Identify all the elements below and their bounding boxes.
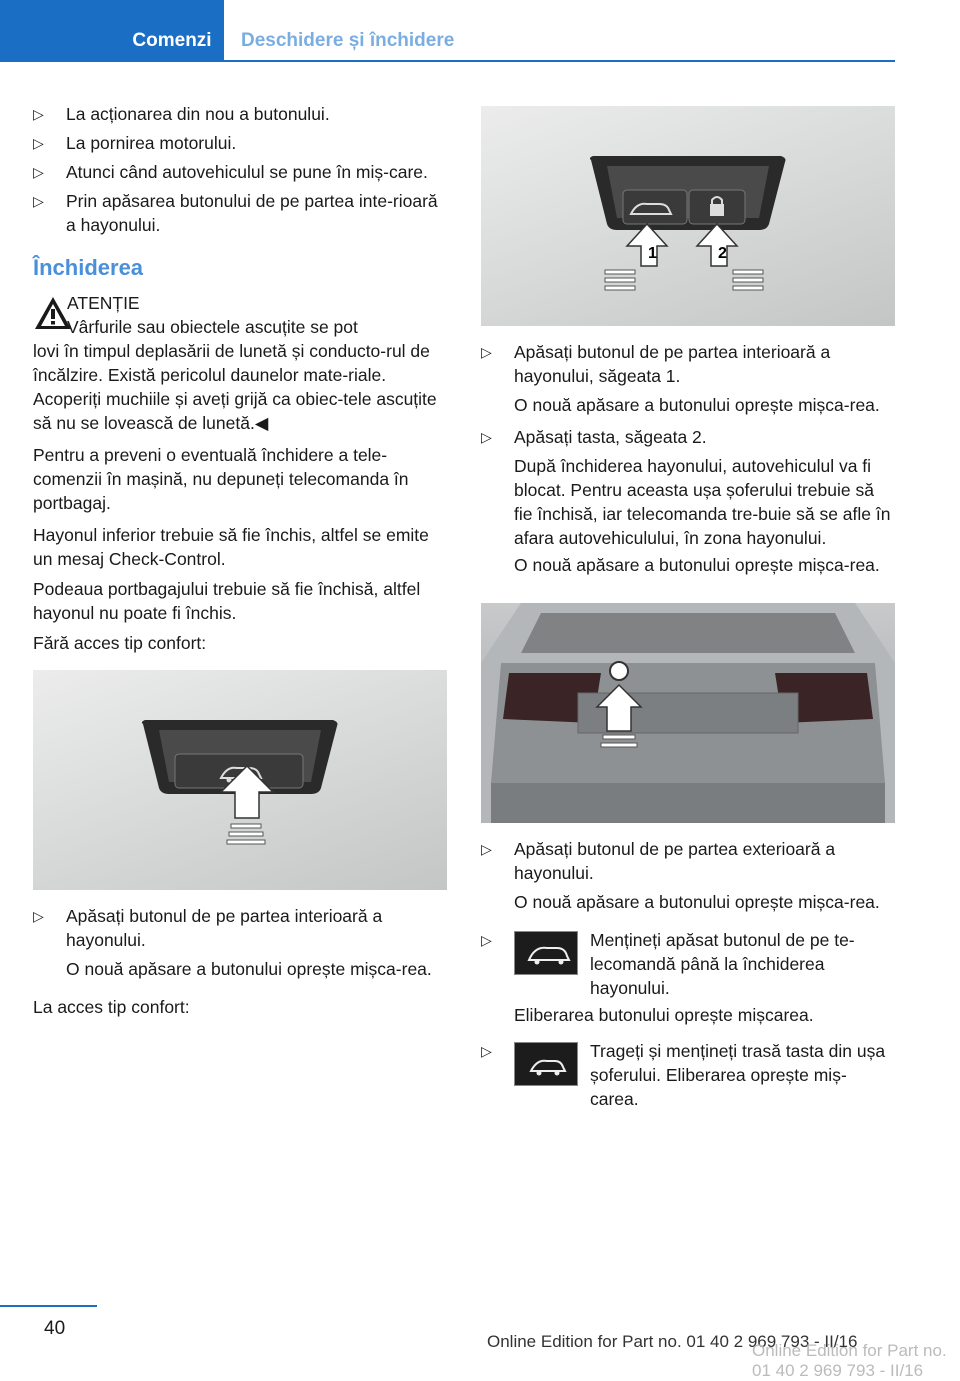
page-header bbox=[0, 0, 960, 62]
list-item: ▷ Mențineți apăsat butonul de pe te‐lecomandă până la închiderea hayonului. bbox=[481, 930, 855, 998]
list-subparagraph: Eliberarea butonului oprește mișcarea. bbox=[514, 1005, 814, 1025]
bullet-triangle-icon: ▷ bbox=[481, 344, 492, 360]
list-subparagraph: O nouă apăsare a butonului oprește mișca‐rea. bbox=[514, 892, 880, 912]
bullet-triangle-icon: ▷ bbox=[33, 908, 44, 924]
list-subparagraph: O nouă apăsare a butonului oprește mișca‐rea. bbox=[66, 959, 432, 979]
tailgate-buttons-photo bbox=[481, 106, 895, 326]
list-item: ▷ Apăsați butonul de pe partea interioară a hayonului. bbox=[33, 906, 383, 950]
list-item: ▷ Apăsați tasta, săgeata 2. bbox=[481, 427, 707, 447]
bullet-triangle-icon: ▷ bbox=[33, 164, 44, 180]
footer-edition: Online Edition for Part no. 01 40 2 969 793 - II/16 bbox=[487, 1332, 858, 1351]
list-subparagraph: O nouă apăsare a butonului oprește mișca‐rea. bbox=[514, 395, 880, 415]
bullet-triangle-icon: ▷ bbox=[33, 193, 44, 209]
list-item: ▷ La acționarea din nou a butonului. bbox=[33, 104, 330, 124]
paragraph: Hayonul inferior trebuie să fie închis, altfel se emite un mesaj Check-Control. bbox=[33, 525, 429, 569]
list-item: ▷ Apăsați butonul de pe partea exterioară a hayonului. bbox=[481, 839, 836, 883]
warning-title: ATENȚIE bbox=[67, 293, 140, 313]
list-item: ▷ Apăsați butonul de pe partea interioară a hayonului, săgeata 1. bbox=[481, 342, 831, 386]
list-subparagraph: După închiderea hayonului, autovehiculul va fi blocat. Pentru aceasta ușa șoferului trebuie să fie închisă, iar telecomanda tre‐buie să se afle în afara autovehiculului, în zona hayonului. bbox=[514, 456, 891, 548]
rear-car-photo bbox=[481, 603, 895, 823]
list-item: ▷ La pornirea motorului. bbox=[33, 133, 237, 153]
right-column bbox=[481, 102, 895, 1111]
watermark: Online Edition for Part no. 01 40 2 969 793 - II/16 bbox=[752, 1341, 947, 1380]
paragraph: Pentru a preveni o eventuală închidere a tele‐comenzii în mașină, nu depuneți telecomanda în portbagaj. bbox=[33, 445, 409, 513]
bullet-triangle-icon: ▷ bbox=[481, 1043, 492, 1059]
paragraph: La acces tip confort: bbox=[33, 997, 190, 1017]
bullet-triangle-icon: ▷ bbox=[481, 429, 492, 445]
door-tailgate-key-icon bbox=[514, 1042, 578, 1086]
arrow-1-label: 1 bbox=[648, 245, 657, 262]
bullet-triangle-icon: ▷ bbox=[481, 841, 492, 857]
section-heading-inchiderea: Închiderea bbox=[33, 255, 144, 280]
tab-comenzi[interactable]: Comenzi bbox=[132, 30, 212, 51]
bullet-triangle-icon: ▷ bbox=[481, 932, 492, 948]
warning-text: lovi în timpul deplasării de lunetă și conducto‐rul de încălzire. Există pericolul daunelor mate‐riale. Acoperiți muchiile și aveți grijă ca obiec‐tele ascuțite să nu se lovească de lunetă.◀ bbox=[33, 341, 437, 433]
page-number: 40 bbox=[44, 1318, 66, 1339]
tab-deschidere-si-inchidere[interactable]: Deschidere și închidere bbox=[241, 30, 455, 51]
list-item: ▷ Trageți și mențineți trasă tasta din ușa șoferului. Eliberarea oprește miș‐carea. bbox=[481, 1041, 886, 1109]
paragraph: Podeaua portbagajului trebuie să fie închisă, altfel hayonul nu poate fi închis. bbox=[33, 579, 421, 623]
paragraph: Fără acces tip confort: bbox=[33, 633, 207, 653]
left-column bbox=[33, 102, 447, 1027]
warning-block bbox=[33, 291, 447, 435]
bullet-triangle-icon: ▷ bbox=[33, 135, 44, 151]
header-rule bbox=[224, 60, 895, 62]
list-item: ▷ Atunci când autovehiculul se pune în miș‐care. bbox=[33, 162, 428, 182]
remote-tailgate-key-icon bbox=[514, 931, 578, 975]
tailgate-button-photo bbox=[33, 670, 447, 890]
bullet-triangle-icon: ▷ bbox=[33, 106, 44, 122]
footer-rule bbox=[0, 1305, 97, 1307]
warning-triangle-icon bbox=[33, 295, 73, 331]
arrow-2-label: 2 bbox=[718, 245, 727, 262]
list-item: ▷ Prin apăsarea butonului de pe partea inte‐rioară a hayonului. bbox=[33, 191, 438, 235]
list-subparagraph: O nouă apăsare a butonului oprește mișca‐rea. bbox=[514, 555, 880, 575]
warning-text-first: Vârfurile sau obiectele ascuțite se pot bbox=[67, 317, 358, 337]
